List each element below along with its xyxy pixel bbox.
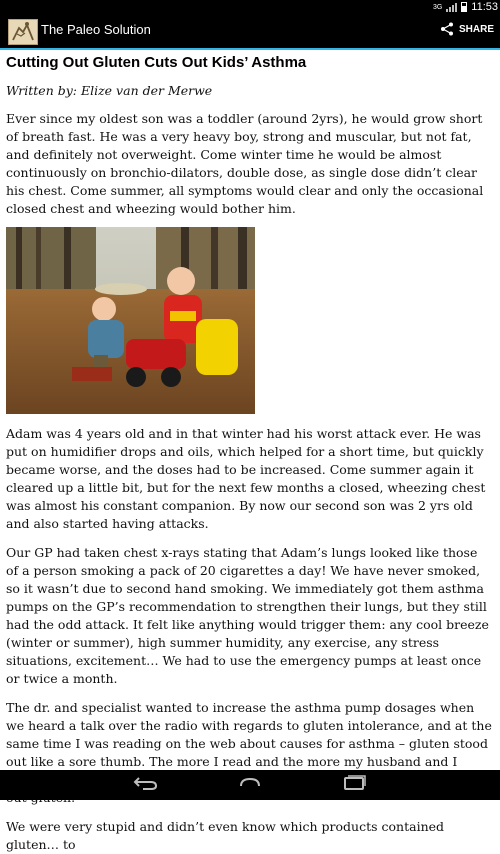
article-paragraph: The dr. and specialist wanted to increase the asthma pump dosages when we heard a talk over the radio with regards to gluten intolerance, and at the same time I was reading on the web about causes for asthma – gluten stood out like a sore thumb. The more I read and the more my husband and I (6, 700, 492, 769)
article-title: Cutting Out Gluten Cuts Out Kids’ Asthma (6, 54, 307, 71)
status-bar (0, 0, 500, 14)
article-paragraph: Our GP had taken chest x-rays stating that Adam’s lungs looked like those of a person smoking a pack of 20 cigarettes a day! We have never smoked, so it wasn’t due to second hand smoking. We immediately got them asthma pumps on the GP’s recommendation to strengthen their lungs, but they still had the odd attack. It felt like anything would trigger them: any cool breeze (winter or summer), high summer humidity, any exercise, any stress situations, excitement… We had to use the emergency pumps at least once or twice a month. (6, 545, 489, 686)
share-label: SHARE (458, 23, 494, 35)
app-title: The Paleo Solution (41, 22, 151, 37)
share-button[interactable] (440, 22, 494, 36)
network-type: 3G (432, 3, 443, 11)
home-button[interactable] (237, 775, 263, 795)
article-byline: Written by: Elize van der Merwe (6, 83, 213, 98)
home-icon (237, 775, 263, 791)
recent-apps-icon (341, 775, 367, 791)
navigation-bar (0, 770, 500, 800)
back-button[interactable] (133, 775, 159, 795)
recent-apps-button[interactable] (341, 775, 367, 795)
action-bar (0, 14, 500, 50)
status-time: 11:53 (471, 1, 498, 13)
article-paragraph: We were very stupid and didn’t even know which products contained gluten… to (6, 819, 445, 852)
signal-icon (446, 2, 457, 12)
article-paragraph: Adam was 4 years old and in that winter had his worst attack ever. He was put on humidifier drops and oils, which helped for a short time, but quickly became worse, and the doses had to be increased. Come summer again it cleared up a little bit, but for the next few months a closed, wheezing chest was almost his constant companion. By now our second son was 2 yrs old and also started having attacks. (6, 426, 486, 531)
status-icons (433, 0, 498, 14)
app-logo-icon[interactable] (8, 19, 38, 45)
battery-icon (461, 2, 467, 12)
article (6, 50, 492, 854)
back-icon (133, 775, 159, 791)
article-paragraph: Ever since my oldest son was a toddler (around 2yrs), he would grow short of breath fast. He was a very heavy boy, strong and muscular, but not fat, and definitely not overweight. Come winter time he would be almost continuously on bronchio-dilators, double dose, as single dose didn’t clear his chest. Come summer, all symptoms would clear and only the occasional closed chest and wheezing would bother him. (6, 111, 484, 216)
article-photo (6, 227, 255, 414)
share-icon (440, 22, 454, 36)
